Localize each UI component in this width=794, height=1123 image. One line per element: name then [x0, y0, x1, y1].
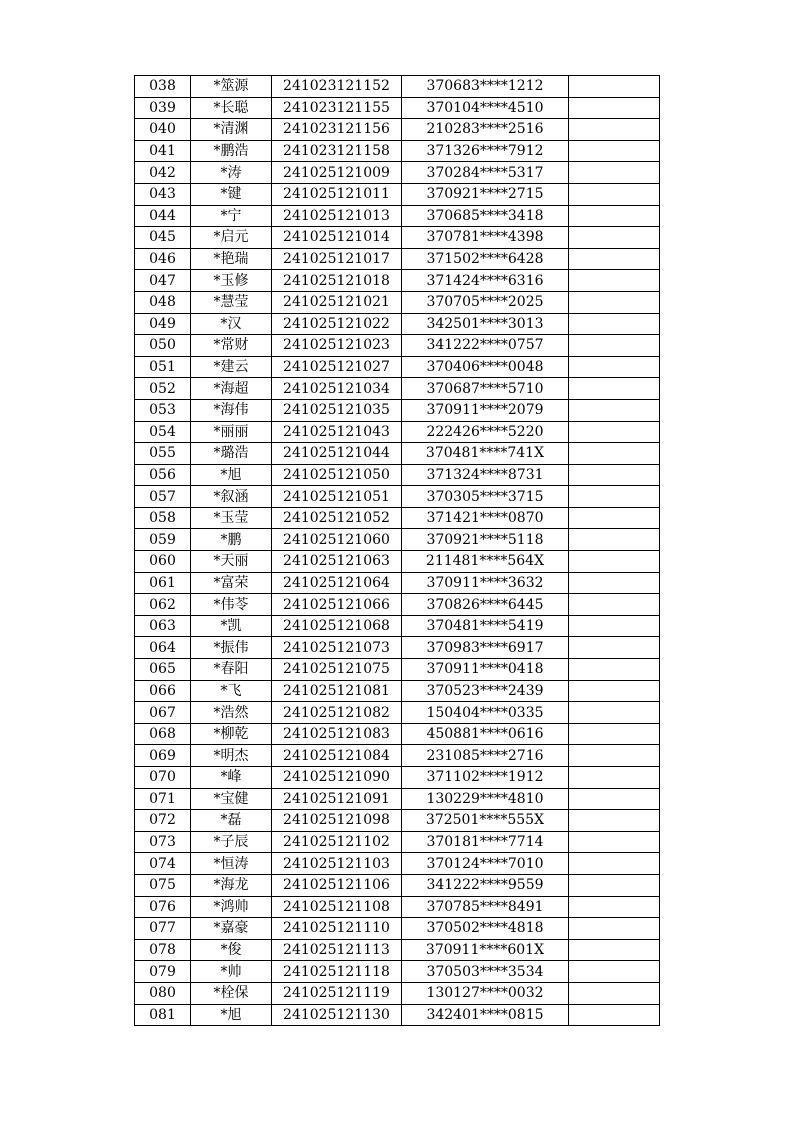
student-id-cell: 241025121011 — [272, 183, 402, 205]
student-id-cell: 241025121082 — [272, 702, 402, 724]
student-id-cell: 241025121021 — [272, 291, 402, 313]
masked-id-number-cell: 370705****2025 — [402, 291, 569, 313]
remarks-cell — [569, 831, 660, 853]
remarks-cell — [569, 270, 660, 292]
student-id-cell: 241023121155 — [272, 97, 402, 119]
student-id-cell: 241025121098 — [272, 810, 402, 832]
student-name-cell: *栓保 — [191, 982, 272, 1004]
masked-id-number-cell: 370911****0418 — [402, 659, 569, 681]
remarks-cell — [569, 421, 660, 443]
table-row — [135, 507, 660, 529]
table-row — [135, 248, 660, 270]
masked-id-number-cell: 370781****4398 — [402, 227, 569, 249]
student-name-cell: *飞 — [191, 680, 272, 702]
row-number-cell: 066 — [135, 680, 191, 702]
student-name-cell: *海龙 — [191, 874, 272, 896]
student-id-cell: 241025121017 — [272, 248, 402, 270]
remarks-cell — [569, 76, 660, 98]
masked-id-number-cell: 222426****5220 — [402, 421, 569, 443]
table-row — [135, 119, 660, 141]
table-row — [135, 356, 660, 378]
row-number-cell: 072 — [135, 810, 191, 832]
remarks-cell — [569, 356, 660, 378]
remarks-cell — [569, 961, 660, 983]
remarks-cell — [569, 313, 660, 335]
table-row — [135, 961, 660, 983]
row-number-cell: 051 — [135, 356, 191, 378]
table-row — [135, 918, 660, 940]
table-row — [135, 659, 660, 681]
student-name-cell: *玉修 — [191, 270, 272, 292]
remarks-cell — [569, 594, 660, 616]
student-name-cell: *涛 — [191, 162, 272, 184]
student-name-cell: *璐浩 — [191, 443, 272, 465]
masked-id-number-cell: 370284****5317 — [402, 162, 569, 184]
student-id-cell: 241025121118 — [272, 961, 402, 983]
student-id-cell: 241025121027 — [272, 356, 402, 378]
row-number-cell: 075 — [135, 874, 191, 896]
student-name-cell: *凯 — [191, 615, 272, 637]
table-row — [135, 572, 660, 594]
remarks-cell — [569, 529, 660, 551]
masked-id-number-cell: 210283****2516 — [402, 119, 569, 141]
student-name-cell: *丽丽 — [191, 421, 272, 443]
remarks-cell — [569, 680, 660, 702]
row-number-cell: 079 — [135, 961, 191, 983]
student-id-cell: 241025121060 — [272, 529, 402, 551]
student-id-cell: 241025121018 — [272, 270, 402, 292]
table-row — [135, 335, 660, 357]
student-roster-table — [134, 75, 660, 1026]
masked-id-number-cell: 150404****0335 — [402, 702, 569, 724]
masked-id-number-cell: 370683****1212 — [402, 76, 569, 98]
student-name-cell: *嘉豪 — [191, 918, 272, 940]
student-name-cell: *富荣 — [191, 572, 272, 594]
student-name-cell: *叙涵 — [191, 486, 272, 508]
row-number-cell: 069 — [135, 745, 191, 767]
student-name-cell: *玉莹 — [191, 507, 272, 529]
remarks-cell — [569, 637, 660, 659]
row-number-cell: 073 — [135, 831, 191, 853]
table-row — [135, 810, 660, 832]
table-row — [135, 313, 660, 335]
student-id-cell: 241025121034 — [272, 378, 402, 400]
remarks-cell — [569, 982, 660, 1004]
masked-id-number-cell: 372501****555X — [402, 810, 569, 832]
row-number-cell: 070 — [135, 767, 191, 789]
remarks-cell — [569, 162, 660, 184]
student-name-cell: *宁 — [191, 205, 272, 227]
remarks-cell — [569, 853, 660, 875]
student-name-cell: *鸿帅 — [191, 896, 272, 918]
student-name-cell: *子辰 — [191, 831, 272, 853]
student-name-cell: *磊 — [191, 810, 272, 832]
student-id-cell: 241025121108 — [272, 896, 402, 918]
student-name-cell: *振伟 — [191, 637, 272, 659]
table-row — [135, 1004, 660, 1026]
row-number-cell: 077 — [135, 918, 191, 940]
student-id-cell: 241025121009 — [272, 162, 402, 184]
table-row — [135, 767, 660, 789]
row-number-cell: 071 — [135, 788, 191, 810]
masked-id-number-cell: 370921****2715 — [402, 183, 569, 205]
student-name-cell: *长聪 — [191, 97, 272, 119]
table-row — [135, 853, 660, 875]
table-row — [135, 723, 660, 745]
student-id-cell: 241025121119 — [272, 982, 402, 1004]
table-row — [135, 399, 660, 421]
student-id-cell: 241025121081 — [272, 680, 402, 702]
student-name-cell: *鹏 — [191, 529, 272, 551]
student-id-cell: 241025121091 — [272, 788, 402, 810]
table-row — [135, 205, 660, 227]
masked-id-number-cell: 371324****8731 — [402, 464, 569, 486]
table-row — [135, 291, 660, 313]
table-row — [135, 702, 660, 724]
remarks-cell — [569, 507, 660, 529]
student-id-cell: 241025121102 — [272, 831, 402, 853]
row-number-cell: 059 — [135, 529, 191, 551]
student-id-cell: 241025121084 — [272, 745, 402, 767]
student-id-cell: 241023121156 — [272, 119, 402, 141]
student-id-cell: 241025121043 — [272, 421, 402, 443]
masked-id-number-cell: 370911****601X — [402, 939, 569, 961]
student-id-cell: 241025121014 — [272, 227, 402, 249]
student-id-cell: 241025121035 — [272, 399, 402, 421]
student-id-cell: 241025121106 — [272, 874, 402, 896]
remarks-cell — [569, 335, 660, 357]
student-id-cell: 241025121113 — [272, 939, 402, 961]
student-id-cell: 241025121064 — [272, 572, 402, 594]
masked-id-number-cell: 370911****2079 — [402, 399, 569, 421]
row-number-cell: 057 — [135, 486, 191, 508]
masked-id-number-cell: 370502****4818 — [402, 918, 569, 940]
masked-id-number-cell: 370305****3715 — [402, 486, 569, 508]
table-row — [135, 529, 660, 551]
masked-id-number-cell: 130127****0032 — [402, 982, 569, 1004]
student-id-cell: 241023121152 — [272, 76, 402, 98]
student-name-cell: *旭 — [191, 1004, 272, 1026]
table-row — [135, 615, 660, 637]
remarks-cell — [569, 486, 660, 508]
student-id-cell: 241025121063 — [272, 551, 402, 573]
row-number-cell: 058 — [135, 507, 191, 529]
table-row — [135, 874, 660, 896]
row-number-cell: 038 — [135, 76, 191, 98]
table-row — [135, 270, 660, 292]
student-id-cell: 241025121052 — [272, 507, 402, 529]
masked-id-number-cell: 370921****5118 — [402, 529, 569, 551]
student-name-cell: *清渊 — [191, 119, 272, 141]
row-number-cell: 039 — [135, 97, 191, 119]
row-number-cell: 050 — [135, 335, 191, 357]
student-name-cell: *俊 — [191, 939, 272, 961]
masked-id-number-cell: 370406****0048 — [402, 356, 569, 378]
student-name-cell: *伟苓 — [191, 594, 272, 616]
remarks-cell — [569, 97, 660, 119]
row-number-cell: 040 — [135, 119, 191, 141]
table-row — [135, 896, 660, 918]
table-row — [135, 227, 660, 249]
student-id-cell: 241025121090 — [272, 767, 402, 789]
student-name-cell: *常财 — [191, 335, 272, 357]
row-number-cell: 074 — [135, 853, 191, 875]
masked-id-number-cell: 231085****2716 — [402, 745, 569, 767]
table-row — [135, 637, 660, 659]
remarks-cell — [569, 659, 660, 681]
student-name-cell: *恒涛 — [191, 853, 272, 875]
row-number-cell: 062 — [135, 594, 191, 616]
remarks-cell — [569, 874, 660, 896]
table-row — [135, 183, 660, 205]
table-row — [135, 162, 660, 184]
remarks-cell — [569, 291, 660, 313]
student-id-cell: 241025121044 — [272, 443, 402, 465]
remarks-cell — [569, 464, 660, 486]
masked-id-number-cell: 341222****0757 — [402, 335, 569, 357]
masked-id-number-cell: 370181****7714 — [402, 831, 569, 853]
remarks-cell — [569, 788, 660, 810]
table-row — [135, 464, 660, 486]
student-name-cell: *慧莹 — [191, 291, 272, 313]
row-number-cell: 045 — [135, 227, 191, 249]
student-id-cell: 241023121158 — [272, 140, 402, 162]
masked-id-number-cell: 342401****0815 — [402, 1004, 569, 1026]
remarks-cell — [569, 399, 660, 421]
student-id-cell: 241025121013 — [272, 205, 402, 227]
student-name-cell: *海超 — [191, 378, 272, 400]
table-row — [135, 788, 660, 810]
remarks-cell — [569, 767, 660, 789]
row-number-cell: 067 — [135, 702, 191, 724]
student-id-cell: 241025121066 — [272, 594, 402, 616]
student-name-cell: *启元 — [191, 227, 272, 249]
masked-id-number-cell: 450881****0616 — [402, 723, 569, 745]
row-number-cell: 063 — [135, 615, 191, 637]
student-name-cell: *峰 — [191, 767, 272, 789]
student-name-cell: *鹏浩 — [191, 140, 272, 162]
row-number-cell: 055 — [135, 443, 191, 465]
table-row — [135, 982, 660, 1004]
row-number-cell: 043 — [135, 183, 191, 205]
row-number-cell: 046 — [135, 248, 191, 270]
student-name-cell: *海伟 — [191, 399, 272, 421]
row-number-cell: 052 — [135, 378, 191, 400]
student-name-cell: *明杰 — [191, 745, 272, 767]
student-name-cell: *帅 — [191, 961, 272, 983]
masked-id-number-cell: 211481****564X — [402, 551, 569, 573]
row-number-cell: 047 — [135, 270, 191, 292]
masked-id-number-cell: 130229****4810 — [402, 788, 569, 810]
remarks-cell — [569, 615, 660, 637]
row-number-cell: 076 — [135, 896, 191, 918]
remarks-cell — [569, 248, 660, 270]
masked-id-number-cell: 371326****7912 — [402, 140, 569, 162]
remarks-cell — [569, 918, 660, 940]
remarks-cell — [569, 551, 660, 573]
row-number-cell: 078 — [135, 939, 191, 961]
masked-id-number-cell: 370983****6917 — [402, 637, 569, 659]
student-name-cell: *春阳 — [191, 659, 272, 681]
masked-id-number-cell: 371424****6316 — [402, 270, 569, 292]
table-row — [135, 594, 660, 616]
row-number-cell: 068 — [135, 723, 191, 745]
row-number-cell: 048 — [135, 291, 191, 313]
student-name-cell: *键 — [191, 183, 272, 205]
student-id-cell: 241025121023 — [272, 335, 402, 357]
table-row — [135, 551, 660, 573]
masked-id-number-cell: 370687****5710 — [402, 378, 569, 400]
table-row — [135, 939, 660, 961]
remarks-cell — [569, 810, 660, 832]
masked-id-number-cell: 370523****2439 — [402, 680, 569, 702]
masked-id-number-cell: 371502****6428 — [402, 248, 569, 270]
row-number-cell: 049 — [135, 313, 191, 335]
row-number-cell: 054 — [135, 421, 191, 443]
remarks-cell — [569, 183, 660, 205]
remarks-cell — [569, 939, 660, 961]
masked-id-number-cell: 371421****0870 — [402, 507, 569, 529]
row-number-cell: 042 — [135, 162, 191, 184]
student-id-cell: 241025121022 — [272, 313, 402, 335]
masked-id-number-cell: 370826****6445 — [402, 594, 569, 616]
row-number-cell: 061 — [135, 572, 191, 594]
remarks-cell — [569, 378, 660, 400]
row-number-cell: 081 — [135, 1004, 191, 1026]
remarks-cell — [569, 745, 660, 767]
remarks-cell — [569, 896, 660, 918]
student-id-cell: 241025121103 — [272, 853, 402, 875]
masked-id-number-cell: 342501****3013 — [402, 313, 569, 335]
student-name-cell: *艳瑞 — [191, 248, 272, 270]
table-row — [135, 97, 660, 119]
masked-id-number-cell: 370911****3632 — [402, 572, 569, 594]
masked-id-number-cell: 371102****1912 — [402, 767, 569, 789]
student-name-cell: *汉 — [191, 313, 272, 335]
student-id-cell: 241025121075 — [272, 659, 402, 681]
row-number-cell: 060 — [135, 551, 191, 573]
row-number-cell: 065 — [135, 659, 191, 681]
masked-id-number-cell: 370104****4510 — [402, 97, 569, 119]
student-name-cell: *浩然 — [191, 702, 272, 724]
student-name-cell: *宝健 — [191, 788, 272, 810]
row-number-cell: 044 — [135, 205, 191, 227]
masked-id-number-cell: 370685****3418 — [402, 205, 569, 227]
remarks-cell — [569, 205, 660, 227]
table-row — [135, 378, 660, 400]
table-row — [135, 140, 660, 162]
row-number-cell: 056 — [135, 464, 191, 486]
table-row — [135, 421, 660, 443]
student-name-cell: *柳乾 — [191, 723, 272, 745]
remarks-cell — [569, 572, 660, 594]
remarks-cell — [569, 227, 660, 249]
masked-id-number-cell: 341222****9559 — [402, 874, 569, 896]
table-row — [135, 680, 660, 702]
student-id-cell: 241025121051 — [272, 486, 402, 508]
table-row — [135, 443, 660, 465]
remarks-cell — [569, 140, 660, 162]
remarks-cell — [569, 119, 660, 141]
masked-id-number-cell: 370124****7010 — [402, 853, 569, 875]
student-id-cell: 241025121110 — [272, 918, 402, 940]
table-row — [135, 76, 660, 98]
remarks-cell — [569, 443, 660, 465]
row-number-cell: 053 — [135, 399, 191, 421]
masked-id-number-cell: 370785****8491 — [402, 896, 569, 918]
student-name-cell: *建云 — [191, 356, 272, 378]
student-id-cell: 241025121130 — [272, 1004, 402, 1026]
masked-id-number-cell: 370481****5419 — [402, 615, 569, 637]
table-row — [135, 745, 660, 767]
roster-table-body — [135, 76, 660, 1026]
student-id-cell: 241025121073 — [272, 637, 402, 659]
masked-id-number-cell: 370503****3534 — [402, 961, 569, 983]
remarks-cell — [569, 702, 660, 724]
student-id-cell: 241025121083 — [272, 723, 402, 745]
student-name-cell: *筮源 — [191, 76, 272, 98]
masked-id-number-cell: 370481****741X — [402, 443, 569, 465]
row-number-cell: 064 — [135, 637, 191, 659]
row-number-cell: 041 — [135, 140, 191, 162]
remarks-cell — [569, 723, 660, 745]
remarks-cell — [569, 1004, 660, 1026]
student-name-cell: *旭 — [191, 464, 272, 486]
student-id-cell: 241025121050 — [272, 464, 402, 486]
row-number-cell: 080 — [135, 982, 191, 1004]
table-row — [135, 486, 660, 508]
student-id-cell: 241025121068 — [272, 615, 402, 637]
table-row — [135, 831, 660, 853]
student-name-cell: *天丽 — [191, 551, 272, 573]
